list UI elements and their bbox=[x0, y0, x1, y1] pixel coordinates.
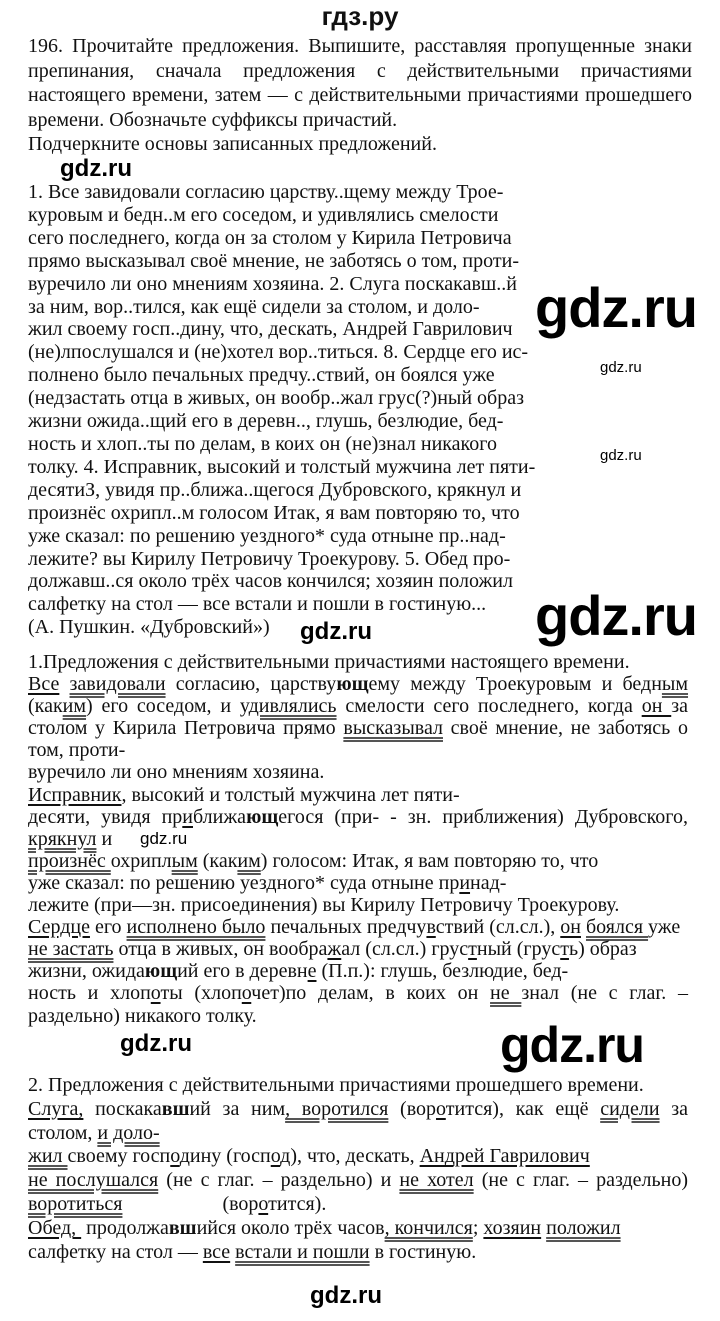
text-line bbox=[28, 570, 513, 593]
text-line bbox=[28, 250, 519, 273]
watermark-logo: gdz.ru bbox=[600, 359, 642, 376]
text-line bbox=[28, 296, 480, 319]
watermark-logo: gdz.ru bbox=[300, 618, 372, 645]
marked-text-segment: вш bbox=[161, 1097, 190, 1120]
text-segment: салфетку на стол — bbox=[28, 1240, 203, 1263]
text-line bbox=[28, 227, 512, 250]
text-segment: десяти, увидя пр bbox=[28, 805, 183, 828]
text-segment: препинания, сначала предложения с действительными причастиями bbox=[28, 59, 692, 82]
marked-text-segment: т bbox=[468, 938, 477, 961]
text-line bbox=[28, 364, 495, 387]
text-segment: чет)по делам, в коих он bbox=[251, 982, 491, 1005]
marked-text-segment: ющ bbox=[144, 960, 178, 983]
text-segment: , высокий и толстый мужчина лет пяти- bbox=[121, 783, 460, 806]
text-segment: жизни ожида..щий его в деревн.., глушь, безлюдие, бед- bbox=[28, 410, 504, 433]
text-line bbox=[28, 525, 506, 548]
text-segment: 1.Предложения с действительными причастиями настоящего времени. bbox=[28, 651, 630, 673]
marked-text-segment: Слуга, bbox=[28, 1097, 84, 1120]
text-line bbox=[28, 593, 486, 616]
text-segment: уже сказал: по решению уездного* суда отныне пр bbox=[28, 871, 460, 894]
text-segment: ему между Троекуровым и бедн bbox=[368, 673, 662, 696]
marked-text-segment: дивлялись bbox=[248, 695, 337, 718]
text-segment: тится), как ещё bbox=[445, 1097, 601, 1120]
marked-text-segment: о bbox=[258, 1192, 269, 1215]
text-segment: столом, bbox=[28, 1121, 98, 1144]
marked-text-segment: им bbox=[237, 849, 261, 872]
text-segment: д), что, дескать, bbox=[280, 1145, 420, 1168]
marked-text-segment: и доло- bbox=[97, 1121, 160, 1144]
text-segment: егося (при- - зн. приближения) Дубровского, bbox=[278, 805, 688, 828]
text-segment: охрипл bbox=[110, 849, 172, 872]
text-line bbox=[28, 479, 521, 502]
marked-text-segment: не застать bbox=[28, 938, 114, 961]
marked-text-segment: сидели bbox=[600, 1097, 660, 1120]
text-segment: своему госп bbox=[67, 1145, 171, 1168]
marked-text-segment: о bbox=[270, 1145, 281, 1168]
text-line bbox=[28, 273, 517, 296]
text-segment: (не с глаг. – раздельно) bbox=[473, 1169, 689, 1192]
text-line bbox=[28, 548, 510, 571]
marked-text-segment: воротиться bbox=[28, 1192, 123, 1215]
marked-text-segment: он bbox=[641, 695, 672, 718]
text-line bbox=[28, 108, 397, 133]
text-segment: над- bbox=[470, 871, 507, 894]
text-segment: ийся около трёх часов bbox=[196, 1216, 385, 1239]
text-line bbox=[28, 673, 688, 695]
text-segment: вуречило ли оно мнениям хозяина. bbox=[28, 761, 325, 784]
marked-text-segment: ющ bbox=[246, 805, 279, 828]
marked-text-segment: положил bbox=[546, 1216, 621, 1239]
marked-text-segment: жил bbox=[28, 1145, 68, 1168]
text-segment: уже сказал: по решению уездного* суда отныне пр..над- bbox=[28, 524, 506, 547]
marked-text-segment: завидовали bbox=[69, 673, 166, 696]
text-segment: прямо высказывал своё мнение, не заботясь о том, проти- bbox=[28, 249, 519, 272]
marked-text-segment: о bbox=[150, 982, 161, 1005]
text-line bbox=[28, 387, 524, 410]
text-segment: куровым и бедн..м его соседом, и удивлялись смелости bbox=[28, 203, 499, 226]
text-segment: согласию, царству bbox=[165, 673, 337, 696]
marked-text-segment: произнёс bbox=[28, 849, 111, 872]
text-line bbox=[28, 695, 688, 717]
marked-text-segment: вш bbox=[168, 1216, 197, 1239]
text-segment: должавш..ся около трёх часов кончился; хозяин положил bbox=[28, 570, 513, 593]
text-segment: продолжа bbox=[81, 1216, 169, 1239]
text-segment: ; bbox=[472, 1216, 484, 1239]
text-segment: (не)лпослушался и (не)хотел вор..титься. 8. Сердце его ис- bbox=[28, 341, 529, 364]
text-segment: 1. Все завидовали согласию царству..щему между Трое- bbox=[28, 181, 504, 203]
text-segment: (вор bbox=[388, 1097, 437, 1120]
marked-text-segment: е bbox=[307, 960, 317, 983]
text-line bbox=[28, 1074, 644, 1098]
text-line bbox=[28, 204, 498, 227]
text-line bbox=[28, 761, 324, 783]
marked-text-segment: высказывал bbox=[343, 717, 443, 740]
text-segment: 196. Прочитайте предложения. Выпишите, расставляя пропущенные знаки bbox=[28, 35, 692, 57]
watermark-logo: gdz.ru bbox=[600, 447, 642, 464]
text-line bbox=[28, 456, 535, 479]
text-segment: лежите (при—зн. присоединения) вы Кирилу Петровичу Троекурову. bbox=[28, 894, 620, 917]
marked-text-segment: в bbox=[426, 916, 436, 939]
text-segment: настоящего времени, затем — с действительными причастиями прошедшего bbox=[28, 84, 692, 106]
text-segment: дину (госп bbox=[179, 1145, 271, 1168]
text-line bbox=[28, 616, 270, 639]
marked-text-segment: крякнул bbox=[28, 827, 97, 850]
text-segment: за bbox=[659, 1097, 689, 1120]
text-segment: ) его соседом, и у bbox=[86, 695, 249, 718]
site-header-title: гдз.ру bbox=[321, 1, 399, 31]
marked-text-segment: им bbox=[62, 695, 87, 718]
text-segment: (как bbox=[28, 695, 63, 718]
text-line bbox=[28, 132, 437, 157]
answer-past-participles bbox=[28, 1074, 688, 1264]
text-segment: ий его в деревн bbox=[177, 960, 308, 983]
text-line bbox=[28, 850, 598, 872]
text-segment: его bbox=[89, 916, 127, 939]
text-line bbox=[28, 59, 692, 84]
text-line bbox=[28, 739, 125, 761]
text-line bbox=[28, 784, 460, 806]
marked-text-segment: Сердце bbox=[28, 916, 90, 939]
text-line bbox=[28, 1193, 326, 1217]
text-segment: произнёс охрипл..м голосом Итак, я вам повторяю то, что bbox=[28, 501, 520, 524]
text-segment: толку. 4. Исправник, высокий и толстый мужчина лет пяти- bbox=[28, 455, 536, 478]
text-segment: столом у Кирила Петровича прямо bbox=[28, 717, 344, 740]
marked-text-segment: боялся bbox=[585, 916, 649, 939]
marked-text-segment: ж bbox=[327, 938, 342, 961]
text-segment: салфетку на стол — все встали и пошли в гостиную... bbox=[28, 593, 487, 616]
text-segment: раздельно) никакого толку. bbox=[28, 1004, 257, 1027]
text-line bbox=[28, 1098, 688, 1122]
marked-text-segment: Исправник bbox=[28, 783, 122, 806]
text-segment: (не с глаг. – раздельно) и bbox=[158, 1169, 400, 1192]
marked-text-segment: и bbox=[459, 871, 471, 894]
text-segment: ность и хлоп..ты по делам, в коих он (не)знал никакого bbox=[28, 432, 497, 455]
text-line bbox=[28, 894, 619, 916]
text-line bbox=[28, 34, 692, 59]
text-segment: ) голосом: Итак, я вам повторяю то, что bbox=[260, 849, 599, 872]
watermark-logo: gdz.ru bbox=[310, 1282, 382, 1309]
text-line bbox=[28, 828, 112, 850]
text-segment: сего последнего, когда он за столом у Кирила Петровича bbox=[28, 226, 512, 249]
marked-text-segment: ым bbox=[661, 673, 689, 696]
text-line bbox=[28, 806, 688, 828]
text-segment: жизни, ожида bbox=[28, 960, 145, 983]
watermark-logo: gdz.ru bbox=[120, 1030, 192, 1057]
marked-text-segment: , кончился bbox=[384, 1216, 473, 1239]
text-line bbox=[28, 341, 528, 364]
text-line bbox=[28, 1217, 621, 1241]
text-segment: Подчеркните основы записанных предложений. bbox=[28, 133, 437, 155]
watermark-logo: gdz.ru bbox=[535, 276, 697, 339]
marked-text-segment: Все bbox=[28, 673, 60, 696]
marked-text-segment: , воротился bbox=[285, 1097, 389, 1120]
text-segment bbox=[59, 673, 69, 695]
marked-text-segment: Андрей Гаврилович bbox=[419, 1145, 590, 1168]
marked-text-segment: не bbox=[490, 982, 522, 1005]
text-segment: поскака bbox=[83, 1097, 162, 1120]
marked-text-segment: о bbox=[170, 1145, 180, 1168]
text-segment: за ним, вор..тился, как ещё сидели за столом, и доло- bbox=[28, 295, 480, 318]
text-segment: в гостиную. bbox=[369, 1240, 477, 1263]
text-segment: 2. Предложения с действительными причастиями прошедшего времени. bbox=[28, 1074, 644, 1096]
marked-text-segment: хозяин bbox=[483, 1216, 542, 1239]
text-line bbox=[28, 1241, 476, 1265]
marked-text-segment: и bbox=[182, 805, 193, 828]
text-segment: (как bbox=[197, 849, 238, 872]
marked-text-segment: не хотел bbox=[399, 1169, 474, 1192]
text-segment: ность и хлоп bbox=[28, 982, 151, 1005]
text-segment: ь) образ bbox=[568, 938, 637, 961]
text-line bbox=[28, 433, 497, 456]
text-segment: лежите? вы Кирилу Петровичу Троекурову. 5. Обед про- bbox=[28, 547, 511, 570]
marked-text-segment: ым bbox=[171, 849, 198, 872]
text-segment: ближа bbox=[193, 805, 247, 828]
watermark-logo: gdz.ru bbox=[60, 155, 132, 182]
text-line bbox=[28, 318, 513, 341]
text-line bbox=[28, 1005, 257, 1027]
marked-text-segment: о bbox=[241, 982, 252, 1005]
task-instructions bbox=[28, 34, 692, 157]
marked-text-segment: о bbox=[436, 1097, 446, 1120]
watermark-logo: gdz.ru bbox=[140, 829, 188, 848]
text-segment: десятиЗ, увидя пр..ближа..щегося Дубровского, крякнул и bbox=[28, 478, 522, 501]
text-line bbox=[28, 717, 688, 739]
marked-text-segment: т bbox=[560, 938, 569, 961]
text-line bbox=[28, 83, 692, 108]
text-line bbox=[28, 1169, 688, 1193]
text-segment: том, проти- bbox=[28, 739, 126, 762]
text-segment: тится). bbox=[268, 1192, 327, 1215]
text-line bbox=[28, 651, 630, 673]
text-line bbox=[28, 982, 688, 1004]
text-segment: (недзастать отца в живых, он вообр..жал грус(?)ный образ bbox=[28, 387, 525, 410]
text-segment: печальных предчу bbox=[265, 916, 427, 939]
text-segment: знал (не с глаг. – bbox=[521, 982, 688, 1005]
text-line bbox=[28, 1122, 160, 1146]
text-line bbox=[28, 181, 503, 204]
marked-text-segment: встали и пошли bbox=[235, 1240, 370, 1263]
answer-present-participles bbox=[28, 651, 688, 1027]
marked-text-segment: не послушался bbox=[28, 1169, 159, 1192]
text-segment: ий за ним bbox=[189, 1097, 286, 1120]
text-line bbox=[28, 960, 568, 982]
text-segment: ный (грус bbox=[476, 938, 561, 961]
text-line bbox=[28, 872, 506, 894]
marked-text-segment: все bbox=[202, 1240, 231, 1263]
text-segment: своё мнение, не заботясь о bbox=[442, 717, 688, 740]
text-line bbox=[28, 410, 503, 433]
text-line bbox=[28, 502, 520, 525]
text-segment: (П.п.): глушь, безлюдие, бед- bbox=[316, 960, 569, 983]
text-line bbox=[28, 916, 680, 938]
text-segment: ствий (сл.сл.), bbox=[435, 916, 561, 939]
marked-text-segment: ющ bbox=[336, 673, 369, 696]
watermark-logo: gdz.ru bbox=[500, 1017, 644, 1073]
text-segment: полнено было печальных предчу..ствий, он боялся уже bbox=[28, 364, 495, 387]
marked-text-segment: Обед, bbox=[28, 1216, 82, 1239]
text-segment: ал (сл.сл.) грус bbox=[341, 938, 469, 961]
text-segment: (А. Пушкин. «Дубровский») bbox=[28, 616, 270, 639]
text-segment: вуречило ли оно мнениям хозяина. 2. Слуга поскакавш..й bbox=[28, 272, 517, 295]
exercise-text bbox=[28, 181, 536, 639]
text-line bbox=[28, 1145, 590, 1169]
text-segment: уже bbox=[648, 916, 681, 939]
text-segment: за bbox=[671, 695, 689, 718]
marked-text-segment: он bbox=[560, 916, 581, 939]
text-segment: ты (хлоп bbox=[160, 982, 242, 1005]
text-segment: жил своему госп..дину, что, дескать, Андрей Гаврилович bbox=[28, 318, 513, 341]
text-segment: смелости сего последнего, когда bbox=[336, 695, 642, 718]
text-segment: (вор bbox=[122, 1192, 259, 1215]
text-line bbox=[28, 938, 637, 960]
marked-text-segment: исполнено было bbox=[126, 916, 266, 939]
watermark-logo: gdz.ru bbox=[535, 584, 697, 647]
text-segment: и bbox=[96, 827, 113, 850]
text-segment: отца в живых, он вообра bbox=[113, 938, 328, 961]
text-segment: времени. Обозначьте суффиксы причастий. bbox=[28, 108, 398, 131]
